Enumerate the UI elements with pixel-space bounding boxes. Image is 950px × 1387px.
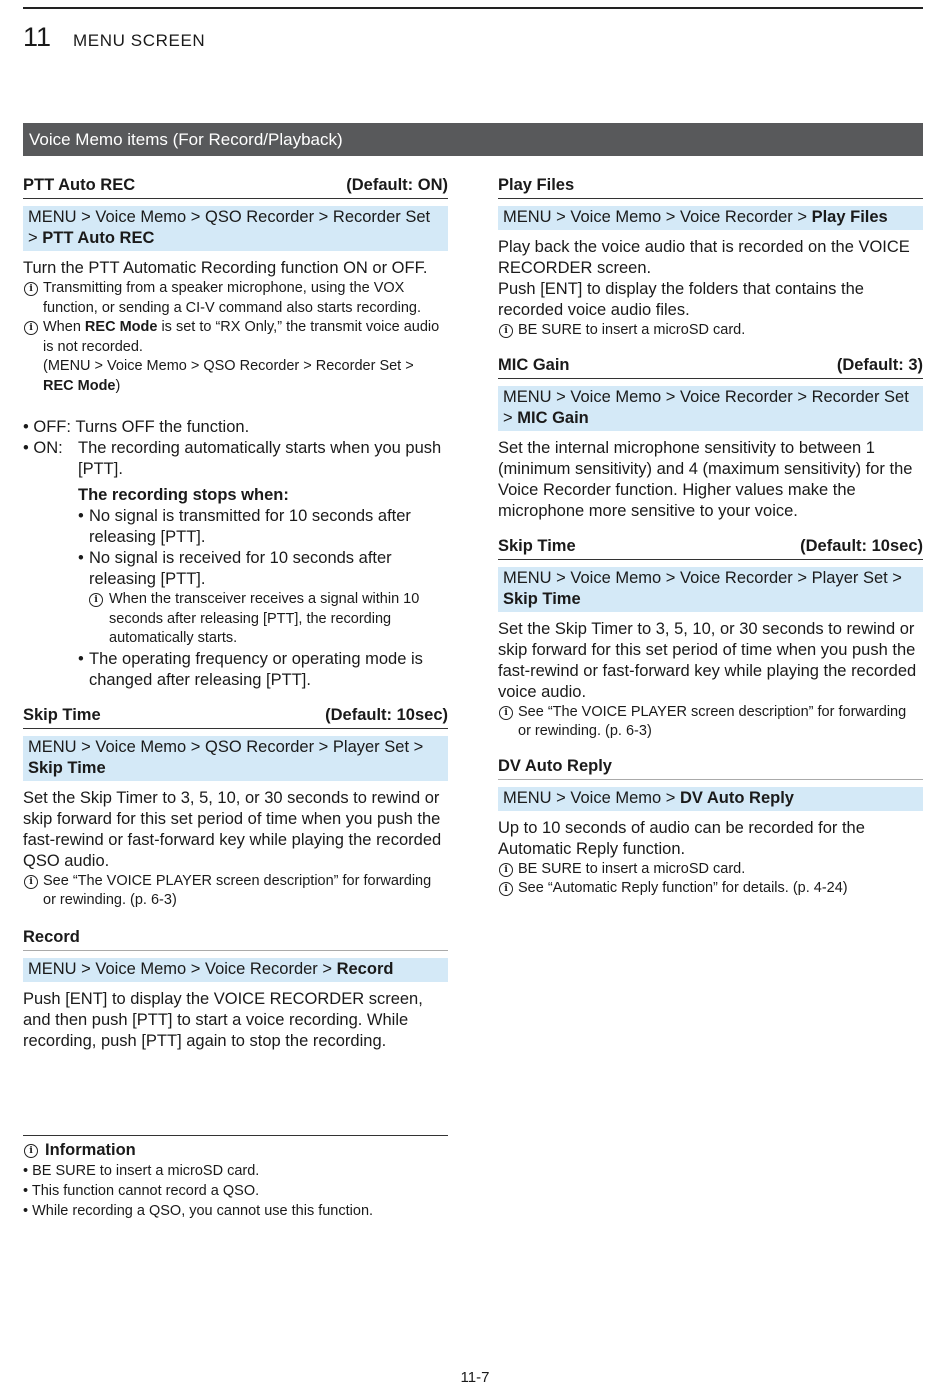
skip-time-default: (Default: 10sec) — [325, 705, 448, 724]
menu-path-item: PTT Auto REC — [42, 229, 155, 247]
record-menu-path — [23, 958, 448, 982]
menu-path-item: MIC Gain — [517, 408, 589, 427]
dv-auto-reply-menu-path — [498, 787, 923, 811]
option-off — [23, 417, 448, 438]
stop-text: No signal is received for 10 seconds after releasing [PTT]. — [89, 549, 392, 588]
info-icon: i — [499, 882, 513, 896]
note-text: BE SURE to insert a microSD card. — [518, 322, 746, 338]
dv-auto-reply-note-1 — [498, 860, 923, 880]
note-ref: (MENU > Voice Memo > QSO Recorder > Recorder Set > — [43, 358, 414, 374]
play-files-heading — [498, 175, 923, 199]
dv-auto-reply-title: DV Auto Reply — [498, 756, 612, 775]
ptt-auto-rec-description: Turn the PTT Automatic Recording function ON or OFF. — [23, 259, 428, 277]
info-icon: i — [24, 1144, 38, 1158]
menu-path-text: MENU > Voice Memo > Voice Recorder > Recorder Set > — [503, 387, 909, 427]
skip-time-player-note — [498, 703, 923, 742]
note-text: is set to “RX Only,” the transmit voice audio is not recorded. — [43, 319, 440, 355]
note-text: BE SURE to insert a microSD card. — [518, 860, 746, 877]
skip-time-note — [23, 872, 448, 911]
menu-path-text: MENU > Voice Memo > — [503, 788, 680, 807]
note-ref-bold: REC Mode — [43, 377, 116, 394]
record-title: Record — [23, 927, 80, 946]
skip-time-player-heading — [498, 536, 923, 560]
note-text: See “Automatic Reply function” for details. (p. 4-24) — [518, 880, 848, 896]
stop-condition-1: • No signal is transmitted for 10 seconds after releasing [PTT]. — [23, 506, 448, 548]
note-text: See “The VOICE PLAYER screen description” for forwarding or rewinding. (p. 6-3) — [518, 703, 907, 739]
mic-gain-description: Set the internal microphone sensitivity to between 1 (minimum sensitivity) and 4 (maximum sensitivity) for the Voice Recorder function. Higher values make the microphone more sensitive to your voice. — [498, 438, 913, 520]
stop-text: No signal is transmitted for 10 seconds after releasing [PTT]. — [89, 507, 411, 546]
info-icon: i — [499, 706, 513, 720]
note-text: Transmitting from a speaker microphone, using the VOX function, or sending a CI-V command also starts recording. — [43, 280, 421, 316]
play-files-menu-path — [498, 206, 923, 230]
page-number: 11-7 — [460, 1369, 490, 1386]
skip-time-player-menu-path — [498, 567, 923, 612]
info-icon: i — [24, 875, 38, 889]
skip-time-heading — [23, 705, 448, 729]
stop-condition-2: • No signal is received for 10 seconds after releasing [PTT]. — [23, 548, 448, 590]
option-on — [23, 438, 448, 480]
stop-condition-2-note — [23, 590, 448, 649]
option-text: The recording automatically starts when you push [PTT]. — [78, 439, 442, 478]
option-label: • OFF: — [23, 418, 76, 436]
ptt-auto-rec-title: PTT Auto REC — [23, 176, 136, 194]
ptt-auto-rec-heading — [23, 175, 448, 199]
menu-path-text: MENU > Voice Memo > QSO Recorder > Player Set > — [28, 737, 424, 756]
right-column — [498, 175, 923, 899]
record-heading — [23, 927, 448, 951]
section-bar: Voice Memo items (For Record/Playback) — [23, 123, 923, 156]
information-box — [23, 1135, 448, 1221]
information-title — [23, 1140, 448, 1161]
info-icon: i — [499, 863, 513, 877]
menu-path-item: Play Files — [811, 208, 888, 226]
dv-auto-reply-heading — [498, 756, 923, 780]
play-files-title: Play Files — [498, 176, 575, 194]
skip-time-title: Skip Time — [23, 705, 101, 724]
menu-path-text: MENU > Voice Memo > Voice Recorder > — [28, 959, 337, 978]
skip-time-menu-path — [23, 736, 448, 781]
note-text: When the transceiver receives a signal within 10 seconds after releasing [PTT], the recording automatically starts. — [109, 591, 420, 646]
description-text: Push [ENT] to display the folders that contains the recorded voice audio files. — [498, 280, 864, 319]
information-item: • BE SURE to insert a microSD card. — [23, 1163, 260, 1179]
menu-path-item: Skip Time — [503, 589, 581, 608]
mic-gain-heading — [498, 355, 923, 379]
left-column — [23, 175, 448, 1052]
info-icon: i — [499, 324, 513, 338]
chapter-number: 11 — [23, 22, 52, 52]
ptt-auto-rec-note-2 — [23, 318, 448, 396]
info-icon: i — [24, 321, 38, 335]
skip-time-description: Set the Skip Timer to 3, 5, 10, or 30 seconds to rewind or skip forward for this set period of time when you push the fast-rewind or fast-forward key while playing the recorded QSO audio. — [23, 788, 442, 870]
skip-time-player-description: Set the Skip Timer to 3, 5, 10, or 30 seconds to rewind or skip forward for this set period of time when you push the fast-rewind or fast-forward key while playing the recorded voice audio. — [498, 619, 917, 701]
stop-condition-3: • The operating frequency or operating mode is changed after releasing [PTT]. — [23, 649, 448, 691]
mic-gain-default: (Default: 3) — [836, 355, 923, 374]
note-ref-end: ) — [115, 377, 121, 394]
play-files-description — [498, 237, 923, 321]
information-item: • This function cannot record a QSO. — [23, 1183, 260, 1199]
stops-title: The recording stops when: — [78, 486, 289, 504]
record-description: Push [ENT] to display the VOICE RECORDER screen, and then push [PTT] to start a voice recording. While recording, push [PTT] again to stop the recording. — [23, 989, 423, 1050]
dv-auto-reply-note-2 — [498, 879, 923, 899]
skip-time-player-default: (Default: 10sec) — [800, 536, 923, 555]
info-icon: i — [89, 593, 103, 607]
description-text: Play back the voice audio that is recorded on the VOICE RECORDER screen. — [498, 238, 910, 277]
information-title-text: Information — [45, 1141, 136, 1159]
ptt-auto-rec-default: (Default: ON) — [346, 176, 448, 194]
menu-path-item: Skip Time — [28, 758, 106, 777]
page-header — [23, 22, 205, 53]
skip-time-player-title: Skip Time — [498, 536, 576, 555]
option-label: • ON: — [23, 439, 72, 457]
mic-gain-menu-path — [498, 386, 923, 431]
dv-auto-reply-description: Up to 10 seconds of audio can be recorded for the Automatic Reply function. — [498, 818, 865, 858]
note-bold: REC Mode — [84, 319, 158, 335]
mic-gain-title: MIC Gain — [498, 355, 570, 374]
menu-path-text: MENU > Voice Memo > Voice Recorder > Player Set > — [503, 568, 902, 587]
menu-path-item: Record — [336, 959, 394, 978]
note-text: See “The VOICE PLAYER screen description” for forwarding or rewinding. (p. 6-3) — [43, 872, 432, 908]
top-rule — [23, 7, 923, 9]
note-text: When — [43, 319, 85, 335]
ptt-auto-rec-note-1 — [23, 279, 448, 318]
information-item: • While recording a QSO, you cannot use this function. — [23, 1203, 374, 1219]
menu-path-text: MENU > Voice Memo > QSO Recorder > Recorder Set > — [28, 208, 431, 247]
option-text: Turns OFF the function. — [75, 418, 250, 436]
menu-path-item: DV Auto Reply — [679, 788, 794, 807]
play-files-note — [498, 321, 923, 341]
chapter-title: MENU SCREEN — [73, 31, 206, 50]
stop-text: The operating frequency or operating mode is changed after releasing [PTT]. — [89, 649, 423, 689]
info-icon: i — [24, 282, 38, 296]
menu-path-text: MENU > Voice Memo > Voice Recorder > — [503, 208, 812, 226]
ptt-auto-rec-menu-path — [23, 206, 448, 251]
